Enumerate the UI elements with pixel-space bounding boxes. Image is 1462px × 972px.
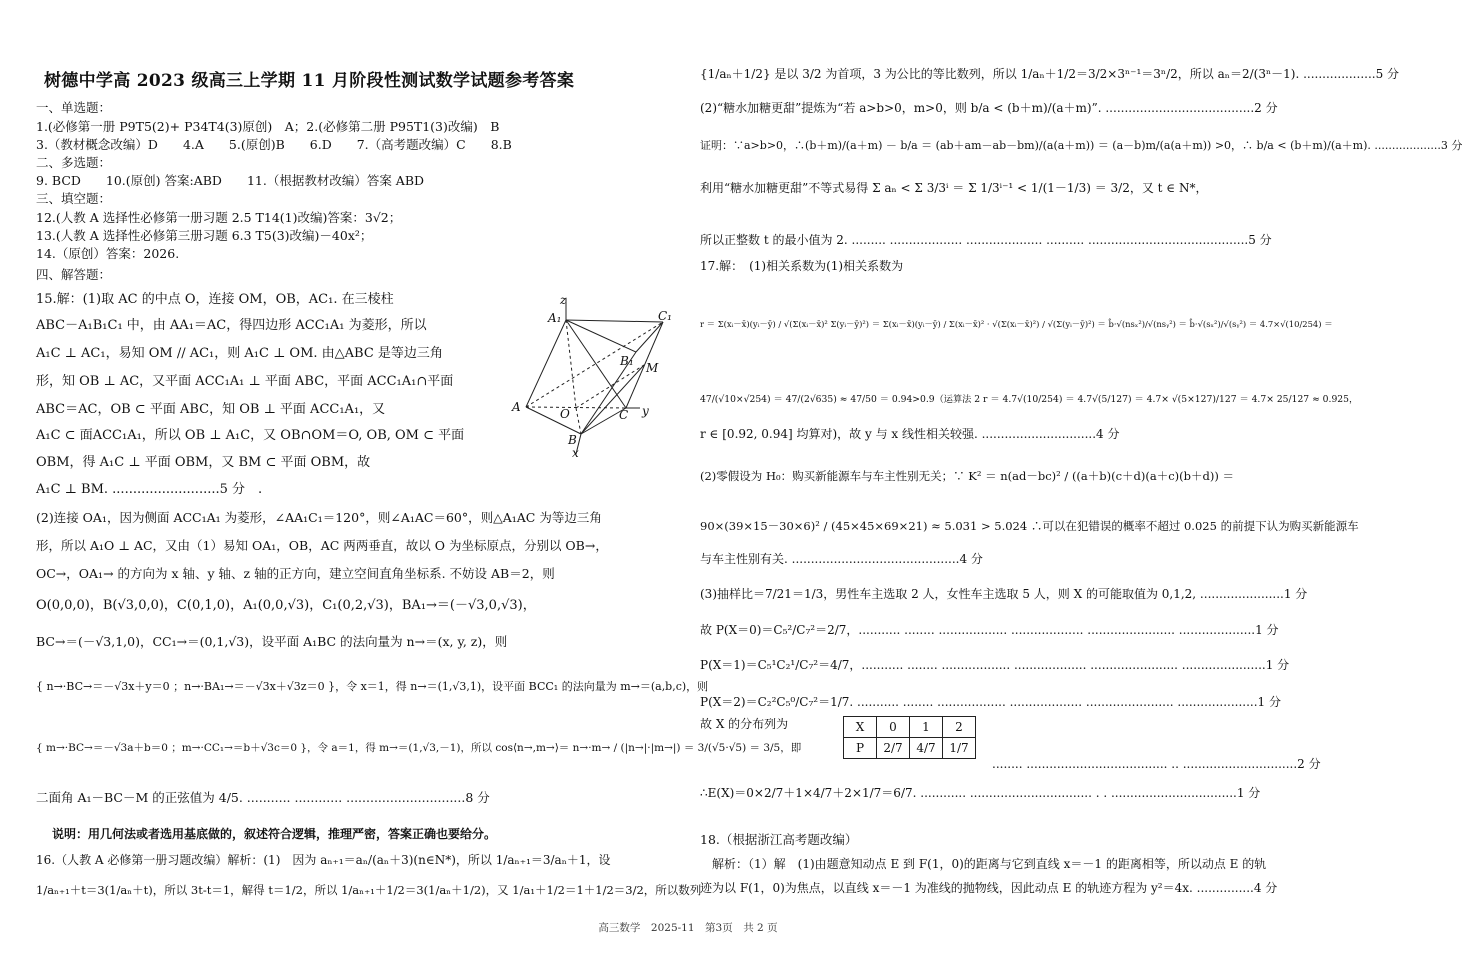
fig-label: B₁ (620, 354, 634, 368)
table-cell: 1 (910, 717, 943, 738)
text-line: ABC－A₁B₁C₁ 中，由 AA₁＝AC，得四边形 ACC₁A₁ 为菱形，所以 (36, 318, 427, 333)
text-line: 3.（教材概念改编）D 4.A 5.(原创)B 6.D 7.（高考题改编）C 8.B (36, 137, 512, 152)
fig-label: C₁ (658, 309, 672, 323)
text-line: 17.解： (1)相关系数为(1)相关系数为 (700, 259, 904, 273)
edge-b1c1 (636, 322, 663, 352)
fig-label: A₁ (548, 311, 562, 325)
text-line: 1.(必修第一册 P9T5(2)+ P34T4(3)原创) A；2.(必修第二册 P95T1(3)改编) B (36, 119, 500, 134)
fig-label: M (646, 361, 659, 375)
edge-a1c1 (566, 320, 663, 322)
text-line: BC→＝(－√3,1,0)，CC₁→＝(0,1,√3)，设平面 A₁BC 的法向量为 n→＝(x, y, z)，则 (36, 634, 508, 649)
text-line: (2)连接 OA₁，因为侧面 ACC₁A₁ 为菱形，∠AA₁C₁＝120°，则∠A₁AC＝60°，则△A₁AC 为等边三角 (36, 510, 602, 525)
text-line: ........ ..................................... .. ..............................2 分 (992, 757, 1321, 771)
text-line: (2)“糖水加糖更甜”提炼为“若 a>b>0，m>0，则 b/a < (b＋m)/(a＋m)”. .......................................2 分 (700, 101, 1278, 115)
table-row (844, 738, 976, 759)
text-line: 12.(人教 A 选择性必修第一册习题 2.5 T14(1)改编)答案：3√2； (36, 210, 402, 225)
text-line: 47/(√10×√254) ＝ 47/(2√635) ≈ 47/50 ＝ 0.94>0.9（运算法 2 r ＝ 4.7√(10/254) ＝ 4.7√(5/127) ＝ 4.7× √(5×127)/127 ＝ 4.7× 25/127 ≈ 0.925， (700, 394, 1359, 405)
text-line: ∴E(X)＝0×2/7＋1×4/7＋2×1/7＝6/7. ............ ................................ . . .................................1 分 (700, 786, 1261, 800)
distribution-table (843, 716, 976, 759)
page-title: 树德中学高 2023 级高三上学期 11 月阶段性测试数学试题参考答案 (44, 71, 575, 91)
fig-label: y (642, 404, 649, 418)
edge-ab (526, 407, 581, 434)
table-cell: P (844, 738, 877, 759)
text-line: 故 X 的分布列为 (700, 717, 789, 731)
text-line: 迹为以 F(1，0)为焦点，以直线 x＝－1 为准线的抛物线，因此动点 E 的轨迹方程为 y²＝4x. ...............4 分 (700, 881, 1278, 895)
text-line: A₁C ⊂ 面ACC₁A₁，所以 OB ⊥ A₁C，又 OB∩OM＝O, OB, OM ⊂ 平面 (36, 428, 465, 443)
fig-label: C (619, 408, 629, 422)
text-line: 形，所以 A₁O ⊥ AC，又由（1）易知 OA₁，OB，AC 两两垂直，故以 O 为坐标原点，分别以 OB→， (36, 538, 608, 553)
line-ob (576, 408, 581, 434)
text-line: 14.（原创）答案：2026. (36, 246, 180, 261)
text-line: 15.解：(1)取 AC 的中点 O，连接 OM，OB，AC₁. 在三棱柱 (36, 292, 394, 307)
table-cell: 0 (877, 717, 910, 738)
text-line: 解析：（1）解 (1)由题意知动点 E 到 F(1，0)的距离与它到直线 x＝－1 的距离相等，所以动点 E 的轨 (700, 857, 1267, 871)
text-line: 四、解答题： (36, 267, 112, 282)
text-line: (3)抽样比＝7/21＝1/3，男性车主选取 2 人，女性车主选取 5 人，则 X 的可能取值为 0,1,2, ......................1 分 (700, 587, 1308, 601)
text-line: A₁C ⊥ AC₁，易知 OM // AC₁，则 A₁C ⊥ OM. 由△ABC 是等边三角 (36, 346, 443, 361)
text-line: 一、单选题： (36, 100, 112, 115)
text-line: P(X＝1)＝C₅¹C₂¹/C₇²＝4/7，........... ........ .................. ................... ....................... ......................1 分 (700, 658, 1290, 672)
text-line: 形，知 OB ⊥ AC，又平面 ACC₁A₁ ⊥ 平面 ABC，平面 ACC₁A₁∩平面 (36, 374, 454, 389)
table-cell: 4/7 (910, 738, 943, 759)
text-line: 故 P(X＝0)＝C₅²/C₇²＝2/7，........... ........ .................. ................... ....................... ....................1 分 (700, 623, 1279, 637)
line-ac1 (526, 322, 663, 407)
text-line: OBM，得 A₁C ⊥ 平面 OBM，又 BM ⊂ 平面 OBM，故 (36, 455, 371, 470)
line-bm (581, 365, 644, 434)
text-line: r ＝ Σ(xᵢ－x̄)(yᵢ－ȳ) / √(Σ(xᵢ－x̄)² Σ(yᵢ－ȳ)²) ＝ Σ(xᵢ－x̄)(yᵢ－ȳ) / Σ(xᵢ－x̄)² · √(Σ(xᵢ－x̄)²) / √(Σ(yᵢ－ȳ)²) ＝ b̂·√(nsₓ²)/√(nsᵧ²) ＝ b̂·√(sₓ²)/√(sᵧ²) ＝ 4.7×√(10/254) ＝ (700, 319, 1333, 329)
text-line: 二、多选题： (36, 155, 112, 170)
text-line: 90×(39×15－30×6)² / (45×45×69×21) ≈ 5.031 > 5.024 ∴可以在犯错误的概率不超过 0.025 的前提下认为购买新能源车 (700, 519, 1359, 533)
text-line: 18.（根据浙江高考题改编） (700, 832, 858, 847)
text-line: A₁C ⊥ BM. ..........................5 分 . (36, 482, 263, 497)
text-line: 利用“糖水加糖更甜”不等式易得 Σ aₙ < Σ 3/3ⁱ ＝ Σ 1/3ⁱ⁻¹ < 1/(1－1/3) ＝ 3/2，又 t ∈ N*， (700, 181, 1208, 195)
text-line: OC→，OA₁→ 的方向为 x 轴、y 轴、z 轴的正方向，建立空间直角坐标系. 不妨设 AB＝2，则 (36, 566, 555, 581)
text-line: 1/aₙ₊₁＋t＝3(1/aₙ＋t)，所以 3t-t＝1，解得 t＝1/2，所以 1/aₙ₊₁＋1/2＝3(1/aₙ＋1/2)，又 1/a₁＋1/2＝1＋1/2＝3/2，所以数列 (36, 883, 702, 897)
text-line: 与车主性别有关. ............................................4 分 (700, 552, 983, 566)
prism-figure (508, 292, 688, 462)
text-line: { n→·BC→＝－√3x＋y＝0 ；n→·BA₁→＝－√3x＋√3z＝0 }，令 x＝1，得 n→＝(1,√3,1)，设平面 BCC₁ 的法向量为 m→＝(a,b,c)，则 (36, 680, 709, 693)
table-cell: 2/7 (877, 738, 910, 759)
text-line: 9. BCD 10.(原创) 答案:ABD 11.（根据教材改编）答案 ABD (36, 173, 425, 188)
table-cell: X (844, 717, 877, 738)
page-footer: 高三数学 2025-11 第3页 共 2 页 (598, 922, 778, 934)
text-line: 13.(人教 A 选择性必修第三册习题 6.3 T5(3)改编)－40x²； (36, 228, 373, 243)
fig-label: B (568, 433, 577, 447)
right-column (700, 0, 1462, 972)
text-line: { m→·BC→＝－√3a＋b＝0 ；m→·CC₁→＝b＋√3c＝0 }，令 a＝1，得 m→＝(1,√3,－1)，所以 cos⟨n→,m→⟩＝ n→·m→ / (|n→|·|m→|) ＝ 3/(√5·√5) ＝ 3/5，即 (36, 742, 802, 754)
text-line: 证明：∵a>b>0，∴(b＋m)/(a＋m) － b/a ＝ (ab＋am－ab－bm)/(a(a＋m)) ＝ (a－b)m/(a(a＋m)) >0，∴ b/a < (b＋m)/(a＋m). ...................3 分 (700, 139, 1462, 152)
edge-aa1 (526, 320, 566, 407)
fig-label: x (572, 446, 579, 460)
fig-label: O (560, 407, 570, 421)
text-line: P(X＝2)＝C₂²C₅⁰/C₇²＝1/7. ........... ........ .................. ................... ....................... .....................1 分 (700, 695, 1281, 709)
text-line: 16.（人教 A 必修第一册习题改编）解析：(1) 因为 aₙ₊₁＝aₙ/(aₙ＋3)(n∈N*)，所以 1/aₙ₊₁＝3/aₙ＋1，设 (36, 853, 611, 867)
table-cell: 2 (943, 717, 976, 738)
text-line: {1/aₙ＋1/2} 是以 3/2 为首项，3 为公比的等比数列，所以 1/aₙ＋1/2＝3/2×3ⁿ⁻¹＝3ⁿ/2，所以 aₙ＝2/(3ⁿ－1). ...................5 分 (700, 67, 1400, 81)
text-line: (2)零假设为 H₀：购买新能源车与车主性别无关；∵ K² ＝ n(ad－bc)² / ((a＋b)(c＋d)(a＋c)(b＋d)) ＝ (700, 469, 1235, 483)
fig-label: z (560, 293, 567, 307)
note-line: 说明：用几何法或者选用基底做的，叙述符合逻辑，推理严密，答案正确也要给分。 (52, 827, 497, 841)
text-line: 三、填空题： (36, 191, 112, 206)
text-line: ABC＝AC，OB ⊂ 平面 ABC，知 OB ⊥ 平面 ACC₁A₁，又 (36, 402, 386, 417)
text-line: O(0,0,0)，B(√3,0,0)，C(0,1,0)，A₁(0,0,√3)，C₁(0,2,√3)，BA₁→＝(－√3,0,√3)， (36, 598, 536, 613)
text-line: 所以正整数 t 的最小值为 2. ......... ................... .................... .......... ..........................................5 分 (700, 233, 1272, 247)
table-cell: 1/7 (943, 738, 976, 759)
table-row (844, 717, 976, 738)
text-line: 二面角 A₁－BC－M 的正弦值为 4/5. ........... ............ ..............................8 分 (36, 790, 490, 805)
fig-label: A (512, 400, 521, 414)
text-line: r ∈ [0.92, 0.94] 均算对)，故 y 与 x 线性相关较强. ..............................4 分 (700, 427, 1120, 441)
